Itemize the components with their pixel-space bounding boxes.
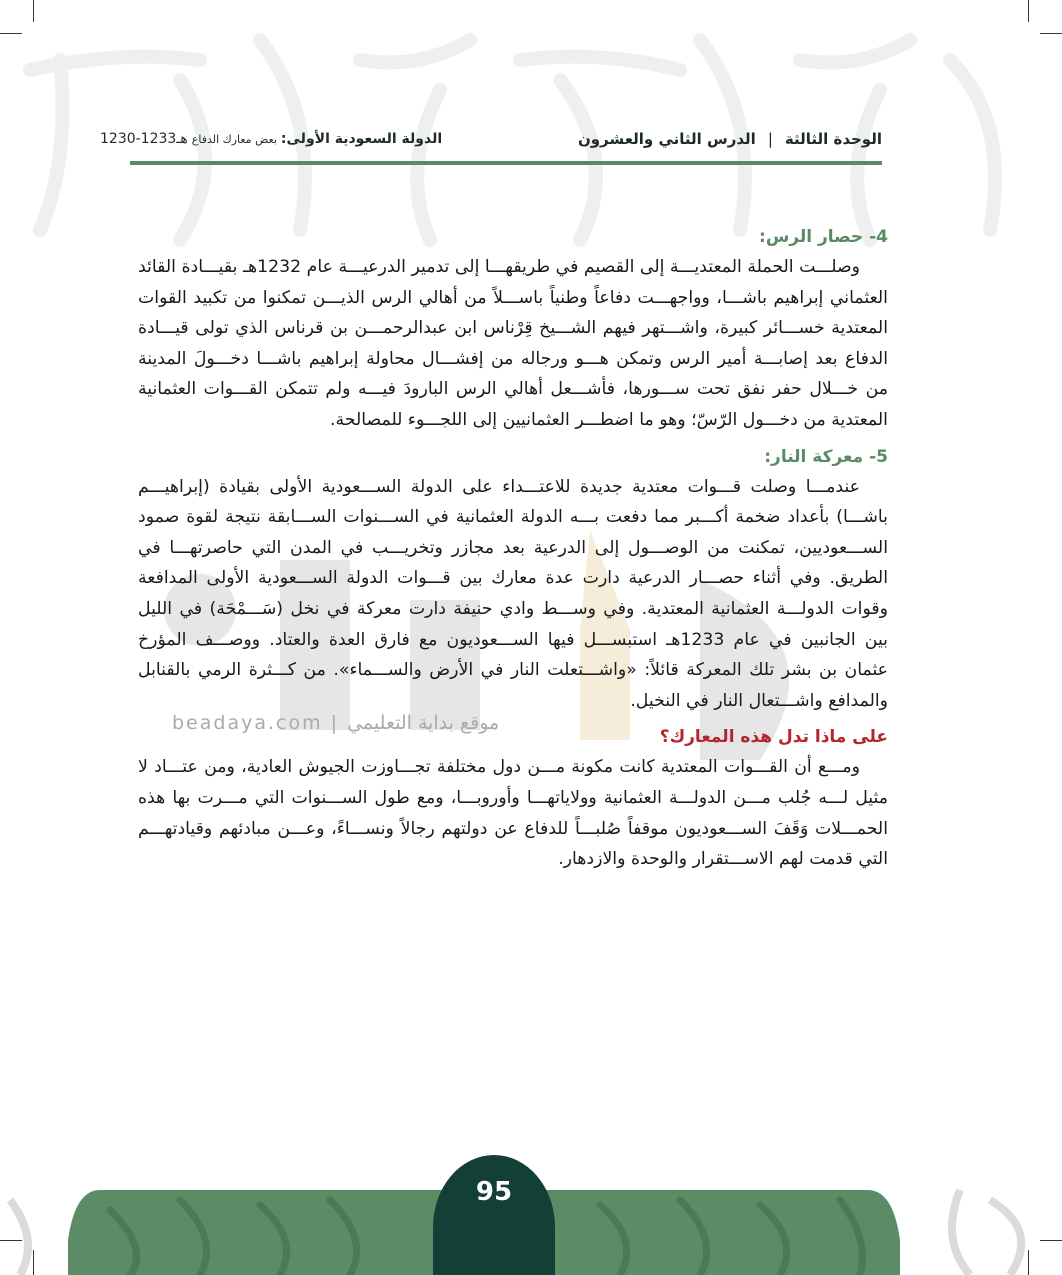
section-paragraph: ومـــع أن القـــوات المعتدية كانت مكونة مـــن دول مختلفة تجـــاوزت الجيوش العادية، ومن عتـــاد لا مثيل لـــه جُلب مـــن الدولـــة العثمانية وولاياتهـــا وأوروبـــا، ومع طول الســـنوات التي مـــرت بها هذه الحمـــلات وَقَفَ الســـعوديون موقفاً صُلبـــاً للدفاع عن دولتهم رجالاً ونســـاءً، وعـــن مبادئهم وقيادتهـــم التي قدمت لهم الاســـتقرار والوحدة والازدهار. <box>138 757 888 870</box>
question-heading: على ماذا تدل هذه المعارك؟ <box>659 727 888 748</box>
running-header <box>100 124 882 154</box>
section-paragraph: عندمـــا وصلت قـــوات معتدية جديدة للاعتـــداء على الدولة الســـعودية الأولى بقيادة (إبراهيـــم باشـــا) بأعداد ضخمة أكـــبر مما دفعت بـــه الدولة العثمانية في الســـنوات الســـابقة نتيجة لقوة صمود الســـعوديين، تمكنت من الوصـــول إلى الدرعية بعد مجازر وتخريـــب في المدن التي حاصرتهـــا في الطريق. وفي أثناء حصـــار الدرعية دارت عدة معارك بين قـــوات الدولة الســـعودية الأولى المدافعة وقوات الدولـــة العثمانية المعتدية. وفي وســـط وادي حنيفة دارت معركة في نخل (سَـــمْحَة) في الليل بين الجانبين في عام 1233هـ استبســـل فيها الســـعوديون مع فارق العدة والعتاد. ووصـــف المؤرخ عثمان بن بشر تلك المعركة قائلاً: «واشـــتعلت النار في الأرض والســـماء». من كـــثرة الرمي بالقنابل والمدافع واشـــتعال النار في النخيل. <box>138 476 888 711</box>
watermark-text: beadaya.com | موقع بداية التعليمي <box>172 712 500 734</box>
header-separator: | <box>767 130 773 148</box>
unit-title: الوحدة الثالثة <box>784 130 882 148</box>
topic-title: الدولة السعودية الأولى: <box>280 131 443 147</box>
page-content <box>138 222 888 881</box>
crop-mark <box>0 33 22 34</box>
page-number-text: 95 <box>475 1177 513 1207</box>
section-heading: 5- معركة النار: <box>764 446 888 467</box>
crop-mark <box>33 0 34 22</box>
section-paragraph: وصلـــت الحملة المعتديـــة إلى القصيم في طريقهـــا إلى تدمير الدرعيـــة عام 1232هـ بقيـــادة القائد العثماني إبراهيم باشـــا، وواجهـــت دفاعاً وطنياً باســـلاً من أهالي الرس الذيـــن تمكنوا من تكبيد القوات المعتدية خســـائر كبيرة، واشـــتهر فيهم الشـــيخ قِرْناس ابن عبدالرحمـــن بن قرناس الذي تولى قيـــادة الدفاع بعد إصابـــة أمير الرس وتمكن هـــو ورجاله من إفشـــال محاولة إبراهيم باشـــا دخـــولَ المدينة من خـــلال حفر نفق تحت ســـورها، فأشـــعل أهالي الرس البارودَ فيـــه ولم تتمكن القـــوات العثمانية المعتدية من دخـــول الرّسّ؛ وهو ما اضطـــر العثمانيين إلى اللجـــوء للمصالحة. <box>138 257 888 430</box>
section-heading: 4- حصار الرس: <box>759 227 888 247</box>
crop-mark <box>1028 0 1029 22</box>
topic-years: 1230-1233هـ <box>100 131 188 147</box>
header-divider <box>130 161 882 165</box>
crop-mark <box>1040 33 1062 34</box>
lesson-title: الدرس الثاني والعشرون <box>577 130 756 148</box>
section-siege-of-rass <box>138 222 888 436</box>
topic-subtitle: بعض معارك الدفاع <box>191 133 277 146</box>
header-topic <box>100 131 442 147</box>
section-battle-of-fire <box>138 442 888 717</box>
page-number <box>433 1155 555 1275</box>
section-question <box>138 722 888 874</box>
header-unit-lesson <box>578 130 882 148</box>
